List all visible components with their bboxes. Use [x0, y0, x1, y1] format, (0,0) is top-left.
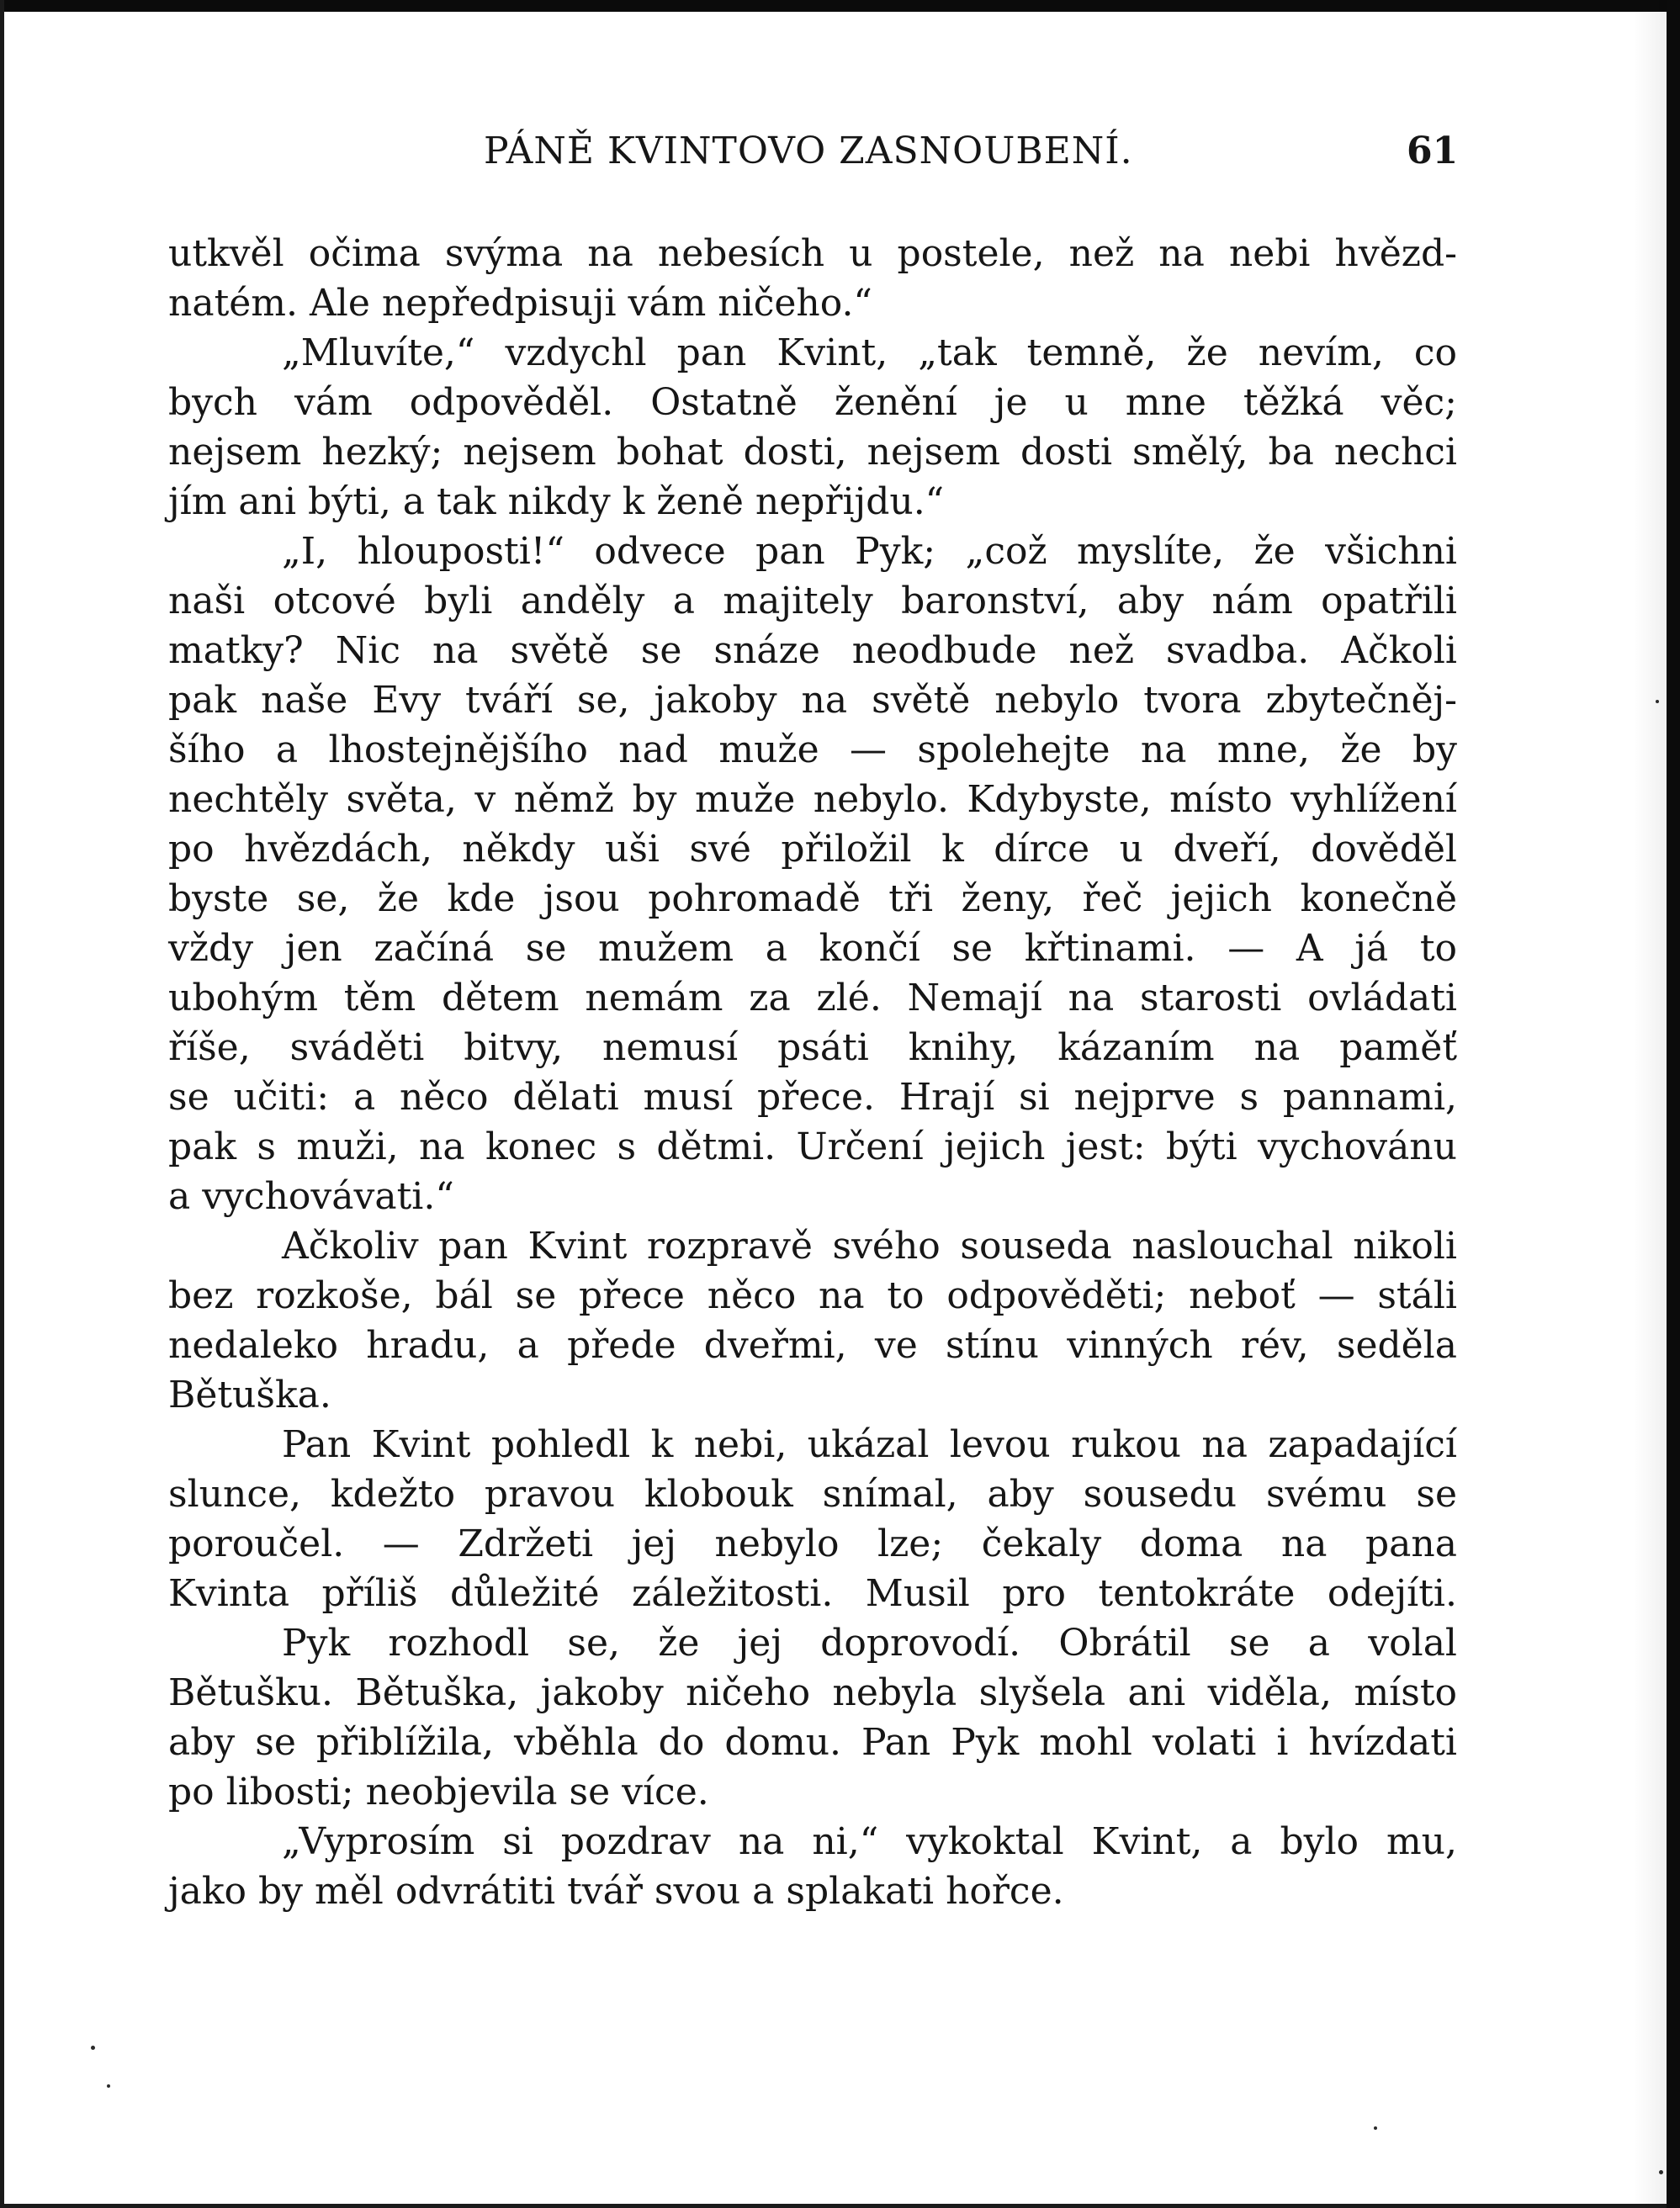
text-line: nechtěly světa, v němž by muže nebylo. Kdybyste, místo vyhlížení — [168, 778, 1457, 821]
running-head: PÁNĚ KVINTOVO ZASNOUBENÍ. — [484, 130, 1133, 172]
text-line: pak s muži, na konec s dětmi. Určení jejich jest: býti vychovánu — [168, 1125, 1457, 1168]
text-line: Kvinta příliš důležité záležitosti. Musil pro tentokráte odejíti. — [168, 1572, 1457, 1615]
body-text — [168, 229, 1457, 1916]
text-line: bych vám odpověděl. Ostatně ženění je u mne těžká věc; — [168, 381, 1457, 424]
scan-border-right — [1667, 0, 1680, 2208]
text-line: šího a lhostejnějšího nad muže — spolehejte na mne, že by — [168, 728, 1457, 771]
text-line: vždy jen začíná se mužem a končí se křtinami. — A já to — [168, 927, 1457, 970]
text-line: „Vyprosím si pozdrav na ni,“ vykoktal Kvint, a bylo mu, — [282, 1820, 1457, 1863]
text-line: Pyk rozhodl se, že jej doprovodí. Obrátil se a volal — [282, 1622, 1457, 1665]
text-line: poroučel. — Zdržeti jej nebylo lze; čekaly doma na pana — [168, 1522, 1457, 1565]
text-line: aby se přiblížila, vběhla do domu. Pan Pyk mohl volati i hvízdati — [168, 1721, 1457, 1764]
text-line: po libosti; neobjevila se více. — [168, 1771, 709, 1814]
text-line: „Mluvíte,“ vzdychl pan Kvint, „tak temně, že nevím, co — [282, 331, 1457, 374]
scan-speck — [1659, 2170, 1663, 2174]
text-line: Ačkoliv pan Kvint rozpravě svého souseda naslouchal nikoli — [282, 1225, 1457, 1268]
text-line: utkvěl očima svýma na nebesích u postele, než na nebi hvězd- — [168, 232, 1457, 275]
text-line: a vychovávati.“ — [168, 1175, 454, 1218]
scan-border-left — [0, 0, 4, 2208]
text-line: byste se, že kde jsou pohromadě tři ženy, řeč jejich konečně — [168, 877, 1457, 920]
text-line: se učiti: a něco dělati musí přece. Hrají si nejprve s pannami, — [168, 1076, 1457, 1119]
text-line: matky? Nic na světě se snáze neodbude než svadba. Ačkoli — [168, 629, 1457, 672]
text-line: Bětušku. Bětuška, jakoby ničeho nebyla slyšela ani viděla, místo — [168, 1671, 1457, 1714]
text-line: nedaleko hradu, a přede dveřmi, ve stínu vinných rév, seděla — [168, 1324, 1457, 1367]
text-line: natém. Ale nepředpisuji vám ničeho.“ — [168, 282, 872, 325]
text-line: naši otcové byli anděly a majitely baronství, aby nám opatřili — [168, 580, 1457, 622]
scan-speck — [1374, 2126, 1377, 2130]
scan-speck — [107, 2084, 110, 2088]
text-line: ubohým těm dětem nemám za zlé. Nemají na starosti ovládati — [168, 977, 1457, 1019]
scan-speck — [1656, 700, 1659, 703]
text-line: Bětuška. — [168, 1374, 331, 1416]
scan-border-bottom — [0, 2204, 1680, 2208]
text-line: jím ani býti, a tak nikdy k ženě nepřijdu.“ — [168, 480, 945, 523]
page-edge-shadow — [1633, 0, 1667, 2208]
text-line: „I, hlouposti!“ odvece pan Pyk; „což myslíte, že všichni — [282, 530, 1457, 573]
page-number: 61 — [1407, 130, 1459, 172]
text-line: říše, sváděti bitvy, nemusí psáti knihy, kázaním na paměť — [168, 1026, 1457, 1069]
text-line: slunce, kdežto pravou klobouk snímal, aby sousedu svému se — [168, 1473, 1457, 1516]
text-line: pak naše Evy tváří se, jakoby na světě nebylo tvora zbytečněj- — [168, 679, 1457, 722]
text-line: po hvězdách, někdy uši své přiložil k dírce u dveří, dověděl — [168, 828, 1457, 871]
text-line: nejsem hezký; nejsem bohat dosti, nejsem dosti smělý, ba nechci — [168, 431, 1457, 474]
text-line: jako by měl odvrátiti tvář svou a splakati hořce. — [168, 1870, 1064, 1913]
scan-border-top — [0, 0, 1680, 12]
scan-speck — [91, 2046, 95, 2050]
text-line: bez rozkoše, bál se přece něco na to odpověděti; neboť — stáli — [168, 1274, 1457, 1317]
text-line: Pan Kvint pohledl k nebi, ukázal levou rukou na zapadající — [282, 1423, 1457, 1466]
